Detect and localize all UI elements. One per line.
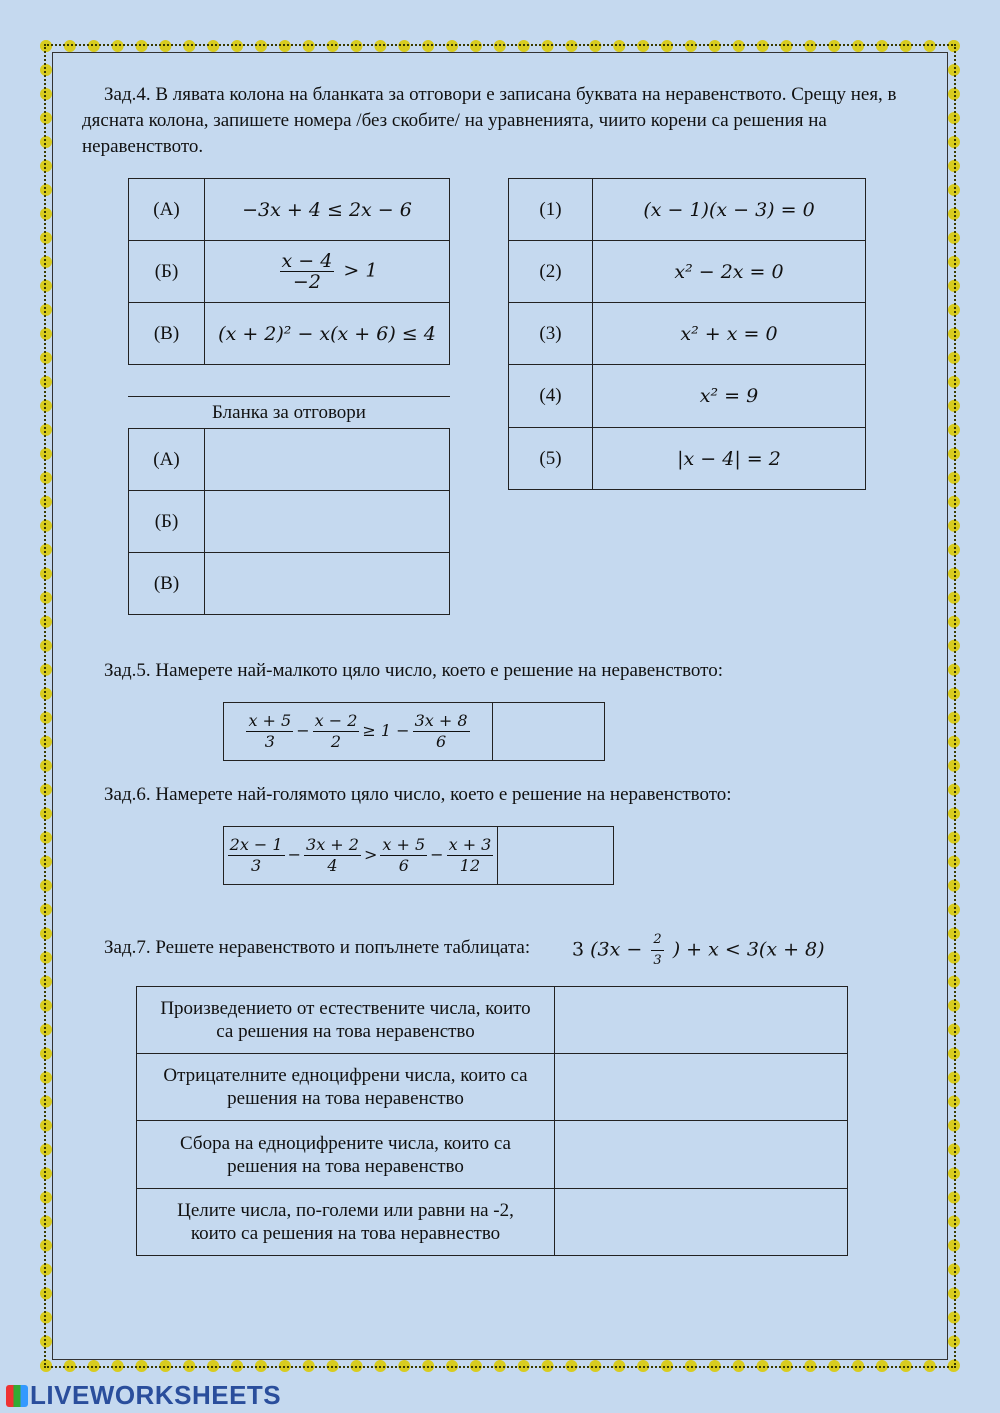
task5-op1: − <box>296 721 310 740</box>
task7-frac-den: 3 <box>653 953 662 968</box>
answer-title-rule <box>128 396 450 397</box>
task6-f1-den: 3 <box>251 856 262 875</box>
task6-inequality <box>224 827 498 885</box>
task6-f1-num: 2x − 1 <box>229 835 283 854</box>
task6-f3-num: x + 5 <box>382 835 426 854</box>
equations-table <box>508 178 866 490</box>
task7-row2-input[interactable] <box>555 1054 848 1121</box>
answer-input-b[interactable] <box>205 491 450 553</box>
task7-row3-line2: решения на това неравенство <box>227 1155 464 1177</box>
task4-line1: Зад.4. В лявата колона на бланката за отговори е записана буквата на неравенството. Срещу нея, в <box>104 84 897 105</box>
answer-input-c[interactable] <box>205 553 450 615</box>
task7-row4-label <box>137 1189 555 1256</box>
answer-label-b: (Б) <box>129 491 205 553</box>
task5-f3-den: 6 <box>435 732 447 751</box>
eq-expr-3: x² + x = 0 <box>593 303 866 365</box>
task6-f4-den: 12 <box>459 856 481 875</box>
task5-f1-num: x + 5 <box>248 711 292 730</box>
task6-op1: − <box>287 845 302 864</box>
task5-f3-num: 3x + 8 <box>414 711 468 730</box>
task7-part-b: (3x − <box>590 938 643 961</box>
task7-row1-label <box>137 987 555 1054</box>
task7-table <box>136 986 848 1256</box>
task6-op3: − <box>430 845 444 864</box>
task7-row2-line2: решения на това неравенство <box>227 1088 464 1109</box>
task7-frac-num: 2 <box>651 930 663 951</box>
task7-row1-line1: Произведението от естествените числа, които <box>160 998 531 1019</box>
liveworksheets-logo <box>6 1380 281 1411</box>
answer-sheet-title: Бланка за отговори <box>212 402 366 423</box>
task4-line3: неравенството. <box>82 136 204 157</box>
task7-row3-label <box>137 1121 555 1189</box>
eq-label-1: (1) <box>509 179 593 241</box>
task7-row2-line1: Отрицателните едноцифрени числа, които са <box>163 1065 528 1086</box>
ineq-label-a: (А) <box>129 179 205 241</box>
task6-table <box>223 826 614 885</box>
task5-f1-den: 3 <box>264 732 275 751</box>
task6-text: Зад.6. Намерете най-голямото цяло число, което е решение на неравенството: <box>104 784 732 805</box>
task7-row4-input[interactable] <box>555 1189 848 1256</box>
eq-label-5: (5) <box>509 428 593 490</box>
task7-row4-line2: които са решения на това неравнество <box>190 1223 501 1244</box>
eq-label-2: (2) <box>509 241 593 303</box>
ineq-expr-b <box>205 241 450 303</box>
task7-row1-line2: са решения на това неравенство <box>216 1021 475 1042</box>
task7-text: Зад.7. Решете неравенството и попълнете таблицата: <box>104 937 531 958</box>
task7-inequality <box>572 930 825 971</box>
task6-f3-den: 6 <box>398 856 409 875</box>
task5-text: Зад.5. Намерете най-малкото цяло число, което е решение на неравенството: <box>104 660 724 681</box>
task7-row1-input[interactable] <box>555 987 848 1054</box>
ineq-label-b: (Б) <box>129 241 205 303</box>
task4-line2: дясната колона, запишете номера /без скобите/ на уравненията, чиито корени са решения на <box>82 110 827 131</box>
inequalities-table <box>128 178 450 365</box>
task6-f4-num: x + 3 <box>448 835 492 854</box>
task6-f2-num: 3x + 2 <box>306 835 359 854</box>
ineq-b-numerator: x − 4 <box>281 250 333 272</box>
task5-inequality <box>224 703 493 761</box>
eq-label-4: (4) <box>509 365 593 428</box>
ineq-b-rest: > 1 <box>343 259 378 282</box>
task5-f2-num: x − 2 <box>314 711 358 730</box>
task7-row3-input[interactable] <box>555 1121 848 1189</box>
task5-table <box>223 702 605 761</box>
ineq-expr-a: −3x + 4 ≤ 2x − 6 <box>205 179 450 241</box>
task5-op2: ≥ 1 − <box>362 721 410 740</box>
task7-row2-label <box>137 1054 555 1121</box>
task6-answer-input[interactable] <box>498 827 614 885</box>
task7-part-c: ) + x < 3(x + 8) <box>672 938 825 961</box>
task6-f2-den: 4 <box>327 856 338 875</box>
task7-row4-line1: Целите числа, по-големи или равни на -2, <box>177 1200 514 1221</box>
answer-input-a[interactable] <box>205 429 450 491</box>
task7-row3-line1: Сбора на едноцифрените числа, които са <box>180 1132 511 1154</box>
eq-expr-2: x² − 2x = 0 <box>593 241 866 303</box>
task5-f2-den: 2 <box>330 732 342 751</box>
task7-coef: 3 <box>572 938 585 961</box>
answer-label-c: (В) <box>129 553 205 615</box>
answer-label-a: (А) <box>129 429 205 491</box>
liveworksheets-icon <box>6 1385 28 1407</box>
logo-text: LIVEWORKSHEETS <box>30 1380 282 1410</box>
task6-op2: > <box>363 845 378 864</box>
task5-answer-input[interactable] <box>493 703 605 761</box>
ineq-label-c: (В) <box>129 303 205 365</box>
answer-sheet-table <box>128 428 450 615</box>
eq-expr-1: (x − 1)(x − 3) = 0 <box>593 179 866 241</box>
eq-expr-5: |x − 4| = 2 <box>593 428 866 490</box>
ineq-expr-c: (x + 2)² − x(x + 6) ≤ 4 <box>205 303 450 365</box>
eq-label-3: (3) <box>509 303 593 365</box>
eq-expr-4: x² = 9 <box>593 365 866 428</box>
ineq-b-denominator: −2 <box>292 271 321 293</box>
